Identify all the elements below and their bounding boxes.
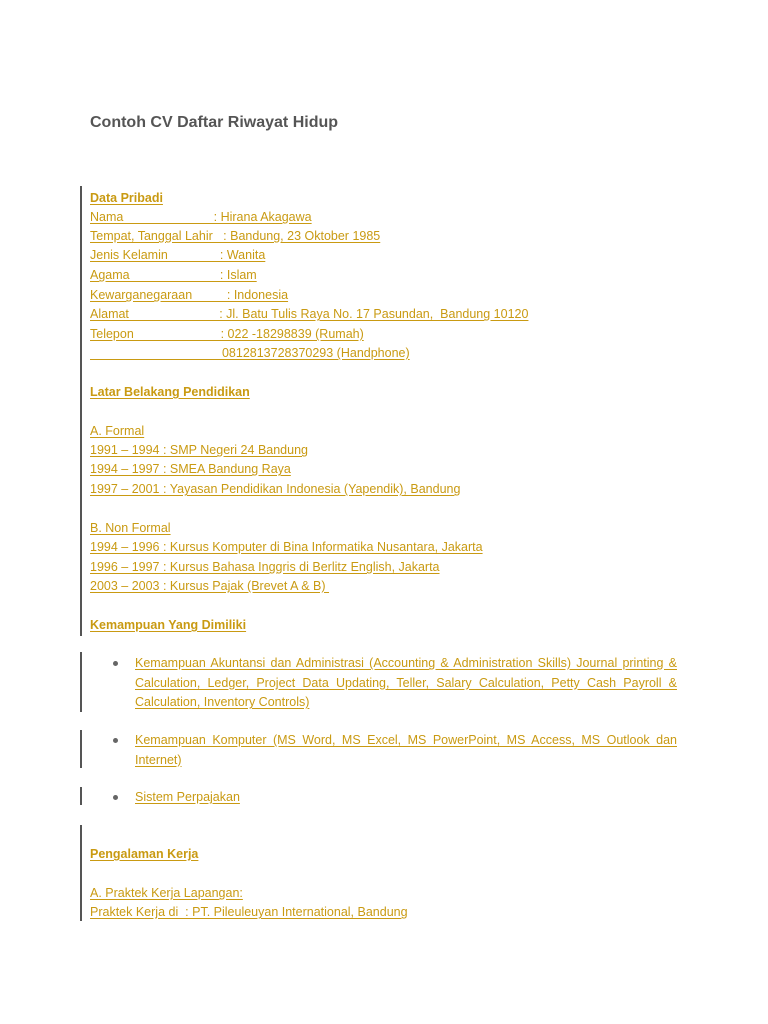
section-bar — [80, 730, 82, 768]
field-nama[interactable]: Nama : Hirana Akagawa — [90, 210, 312, 224]
list-item[interactable]: 2003 – 2003 : Kursus Pajak (Brevet A & B) — [90, 579, 330, 593]
field-handphone[interactable]: 0812813728370293 (Handphone) — [90, 346, 410, 360]
field-praktek[interactable]: Praktek Kerja di : PT. Pileuleuyan International, Bandung — [90, 905, 408, 919]
skill-text[interactable]: Kemampuan Komputer (MS Word, MS Excel, MS PowerPoint, MS Access, MS Outlook dan Internet) — [135, 733, 677, 767]
list-item[interactable]: 1991 – 1994 : SMP Negeri 24 Bandung — [90, 443, 308, 457]
field-agama[interactable]: Agama : Islam — [90, 268, 257, 282]
list-item[interactable]: 1997 – 2001 : Yayasan Pendidikan Indonesia (Yapendik), Bandung — [90, 482, 461, 496]
section-bar — [80, 186, 82, 636]
field-alamat[interactable]: Alamat : Jl. Batu Tulis Raya No. 17 Pasundan, Bandung 10120 — [90, 307, 529, 321]
section-bar — [80, 787, 82, 805]
skill-item[interactable] — [135, 731, 677, 770]
section-bar — [80, 825, 82, 921]
heading-data-pribadi[interactable]: Data Pribadi — [90, 191, 163, 205]
bullet-icon — [113, 795, 118, 800]
heading-pendidikan[interactable]: Latar Belakang Pendidikan — [90, 385, 250, 399]
page-title: Contoh CV Daftar Riwayat Hidup — [90, 114, 339, 131]
skill-item[interactable] — [135, 654, 677, 713]
list-item[interactable]: 1994 – 1996 : Kursus Komputer di Bina Informatika Nusantara, Jakarta — [90, 540, 483, 554]
list-item[interactable]: 1996 – 1997 : Kursus Bahasa Inggris di Berlitz English, Jakarta — [90, 560, 440, 574]
list-item[interactable]: 1994 – 1997 : SMEA Bandung Raya — [90, 462, 291, 476]
bullet-icon — [113, 738, 118, 743]
heading-kemampuan[interactable]: Kemampuan Yang Dimiliki — [90, 618, 247, 632]
label-nonformal[interactable]: B. Non Formal — [90, 521, 171, 535]
heading-pengalaman[interactable]: Pengalaman Kerja — [90, 847, 199, 861]
skill-text[interactable]: Kemampuan Akuntansi dan Administrasi (Accounting & Administration Skills) Journal printing & Calculation, Ledger, Project Data Updating, Teller, Salary Calculation, Petty Cash Payroll & Calculation, Inventory Controls) — [135, 656, 677, 709]
field-telepon[interactable]: Telepon : 022 -18298839 (Rumah) — [90, 327, 364, 341]
field-ttl[interactable]: Tempat, Tanggal Lahir : Bandung, 23 Oktober 1985 — [90, 229, 381, 243]
skill-text[interactable]: Sistem Perpajakan — [135, 790, 240, 804]
section-bar — [80, 652, 82, 712]
label-praktek[interactable]: A. Praktek Kerja Lapangan: — [90, 886, 243, 900]
skill-item[interactable] — [135, 788, 677, 808]
bullet-icon — [113, 661, 118, 666]
field-jenis-kelamin[interactable]: Jenis Kelamin : Wanita — [90, 248, 266, 262]
field-kewarganegaraan[interactable]: Kewarganegaraan : Indonesia — [90, 288, 289, 302]
label-formal[interactable]: A. Formal — [90, 424, 145, 438]
